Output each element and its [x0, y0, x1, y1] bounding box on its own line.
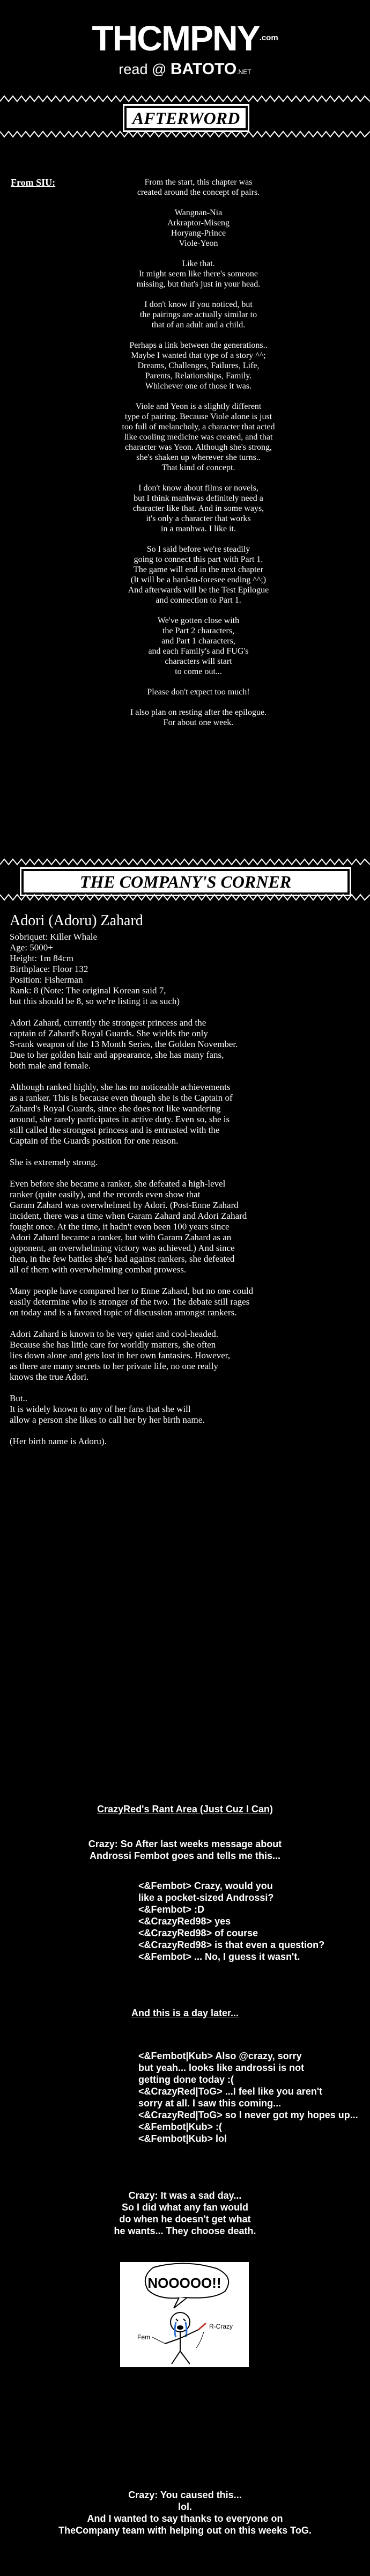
zigzag-border-bottom-icon [0, 894, 370, 901]
afterword-paragraph: I don't know if you noticed, but the pairings are actually similar to that of an adult and a child. [139, 300, 257, 330]
comic-label-right: R-Crazy [209, 2323, 233, 2330]
profile-paragraph: Although ranked highly, she has no noticeable achievements as a ranker. This is because even though she is the Captain of Zahard's Royal Guards, since she does not like wandering around, she rarely participates in active duty. Even so, she is still called the strongest princess and is entrusted with the Captain of the Guards position for one reason. [10, 1082, 233, 1146]
read-at-line: read @ BATOTO.NET [119, 60, 251, 78]
corner-banner-band [0, 857, 370, 901]
afterword-paragraph: Wangnan-Nia Arkraptor-Miseng Horyang-Prince Viole-Yeon [167, 208, 230, 248]
afterword-paragraph: So I said before we're steadily going to connect this part with Part 1. The game will end in the next chapter (It will be a hard-to-foresee ending ^^;) And afterwards will be the Test Epilogue and connection to Part 1. [128, 545, 269, 605]
profile-paragraph: Many people have compared her to Enne Zahard, but no one could easily determine who is stronger of the two. The debate still rages on today and is a favored topic of discussion amongst rankers. [10, 1286, 254, 1318]
afterword-title: AFTERWORD [124, 106, 248, 130]
profile-paragraph: Adori Zahard is known to be very quiet and cool-headed. Because she has little care for worldly matters, she often lies down alone and gets lost in her own fantasies. However, as there are many secrets to her private life, no one really knows the true Adori. [10, 1329, 230, 1382]
site-logo: $THCMPNY^{.com}$ [92, 18, 278, 58]
crying-stick-figure-icon [120, 2262, 249, 2367]
profile-paragraph: (Her birth name is Adoru). [10, 1436, 107, 1446]
rant-sad-day: Crazy: It was a sad day... So I did what any fan would do when he doesn't get what he wants... They choose death. [114, 2190, 256, 2236]
batoto-logo: BATOTO [170, 60, 237, 78]
chat-log-1: <&Fembot> Crazy, would you like a pocket-sized Androssi? <&Fembot> :D <&CrazyRed98> yes <&CrazyRed98> of course <&CrazyRed98> is that even a question? <&Fembot> ... No, I guess it wasn't. [138, 1880, 325, 1962]
profile-paragraph: Adori Zahard, currently the strongest princess and the captain of Zahard's Royal Guards. She wields the only S-rank weapon of the 13 Month Series, the Golden November. Due to her golden hair and appearance, she has many fans, both male and female. [10, 1018, 238, 1071]
afterword-body [64, 177, 332, 738]
profile-paragraph: But.. It is widely known to any of her fans that she will allow a person she likes to call her by her birth name. [10, 1393, 205, 1425]
profile-paragraph: She is extremely strong. [10, 1157, 98, 1167]
rant-heading-2: And this is a day later... [131, 2008, 239, 2018]
afterword-paragraph: From the start, this chapter was created around the concept of pairs. [137, 178, 260, 197]
from-siu-label: From SIU: [11, 177, 56, 188]
afterword-banner-band [0, 94, 370, 138]
comic-label-left: Fem [137, 2333, 150, 2341]
comic-doodle [120, 2262, 249, 2367]
comic-shout: NOOOOO!! [147, 2275, 221, 2291]
afterword-paragraph: I don't know about films or novels, but I think manhwas definitely need a character like that. And in some ways, it's only a character that works in a manhwa. I like it. [132, 484, 264, 533]
chat-log-2: <&Fembot|Kub> Also @crazy, sorry but yeah... looks like androssi is not getting done today :( <&CrazyRed|ToG> ...I feel like you aren't sorry at all. I saw this coming... <&CrazyRed|ToG> so I never got my hopes up... <&Fembot|Kub> :( <&Fembot|Kub> lol [138, 2051, 358, 2144]
afterword-paragraph: Viole and Yeon is a slightly different type of pairing. Because Viole alone is just too full of melancholy, a character that acted like cooling medicine was created, and that character was Yeon. Although she's strong, she's shaken up wherever she turns.. That kind of concept. [122, 402, 275, 472]
afterword-paragraph: Please don't expect too much! [147, 687, 250, 697]
corner-title: THE COMPANY'S CORNER [21, 869, 350, 895]
character-profile [10, 912, 359, 1458]
character-name: Adori (Adoru) Zahard [10, 912, 143, 929]
rant-outro: Crazy: You caused this... lol. And I wanted to say thanks to everyone on TheCompany team with helping out on this weeks ToG. [58, 2490, 312, 2536]
zigzag-border-top-icon [0, 95, 370, 103]
rant-intro: Crazy: So After last weeks message about Androssi Fembot goes and tells me this... [88, 1839, 282, 1861]
profile-paragraph: Even before she became a ranker, she defeated a high-level ranker (quite easily), and the records even show that Garam Zahard was overwhelmed by Adori. (Post-Enne Zahard incident, there was a time when Garam Zahard and Adori Zahard fought once. At the time, it hadn't even been 100 years since Adori Zahard became a ranker, but with Garam Zahard as an opponent, an overwhelming victory was achieved.) And since then, in the few battles she's had against rankers, she defeated all of them with overwhelming combat prowess. [10, 1179, 247, 1275]
afterword-paragraph: Like that. It might seem like there's someone missing, but that's just in your head. [136, 259, 261, 289]
afterword-paragraph: We've gotten close with the Part 2 characters, and Part 1 characters, and each Family's and FUG's characters will start to come out... [148, 616, 249, 676]
character-stats: Sobriquet: Killer Whale Age: 5000+ Height: 1m 84cm Birthplace: Floor 132 Position: Fisherman Rank: 8 (Note: The original Korean said 7, but this should be 8, so we're listing it as such) [10, 932, 180, 1006]
afterword-paragraph: Perhaps a link between the generations.. Maybe I wanted that type of a story ^^; Dreams, Challenges, Failures, Life, Parents, Relationships, Family. Whichever one of those it was. [129, 341, 268, 391]
rant-heading: CrazyRed's Rant Area (Just Cuz I Can) [97, 1804, 273, 1814]
afterword-paragraph: I also plan on resting after the epilogue. For about one week. [130, 708, 267, 727]
zigzag-border-bottom-icon [0, 130, 370, 138]
zigzag-border-top-icon [0, 858, 370, 866]
